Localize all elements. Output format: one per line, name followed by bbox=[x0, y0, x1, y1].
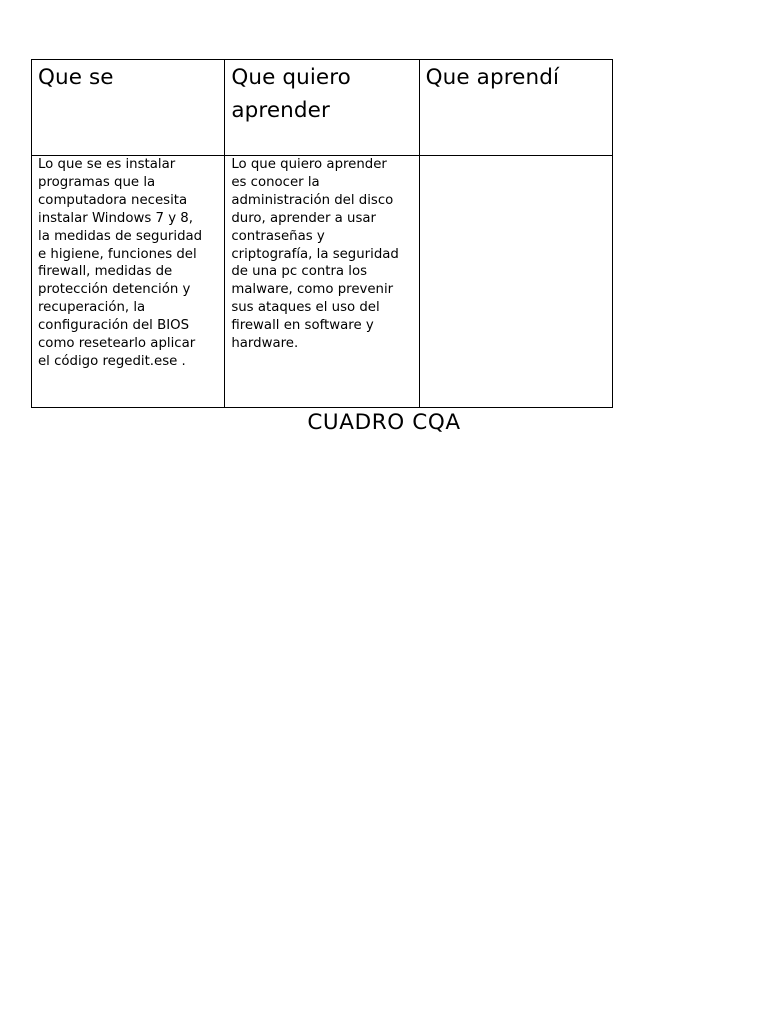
header-cell-que-se bbox=[32, 60, 225, 156]
header-que-se: Que se bbox=[38, 65, 114, 90]
header-que-quiero-aprender: Que quiero aprender bbox=[231, 65, 351, 123]
header-cell-que-quiero-aprender bbox=[225, 60, 419, 156]
cqa-table bbox=[31, 59, 613, 408]
content-row bbox=[32, 156, 613, 408]
header-cell-que-aprendi bbox=[419, 60, 612, 156]
table-caption: CUADRO CQA bbox=[307, 410, 461, 435]
content-cell-que-quiero-aprender bbox=[225, 156, 419, 408]
header-que-aprendi: Que aprendí bbox=[425, 65, 560, 90]
content-que-se: Lo que se es instalar programas que la computadora necesita instalar Windows 7 y 8, la medidas de seguridad e higiene, funciones del firewall, medidas de protección detención y recuperación, la configuración del BIOS como resetearlo aplicar el código regedit.ese . bbox=[38, 157, 203, 369]
header-row bbox=[32, 60, 613, 156]
content-que-quiero-aprender: Lo que quiero aprender es conocer la administración del disco duro, aprender a usar contraseñas y criptografía, la seguridad de una pc contra los malware, como prevenir sus ataques el uso del firewall en software y hardware. bbox=[231, 157, 399, 352]
content-cell-que-se bbox=[32, 156, 225, 408]
content-cell-que-aprendi bbox=[419, 156, 612, 408]
